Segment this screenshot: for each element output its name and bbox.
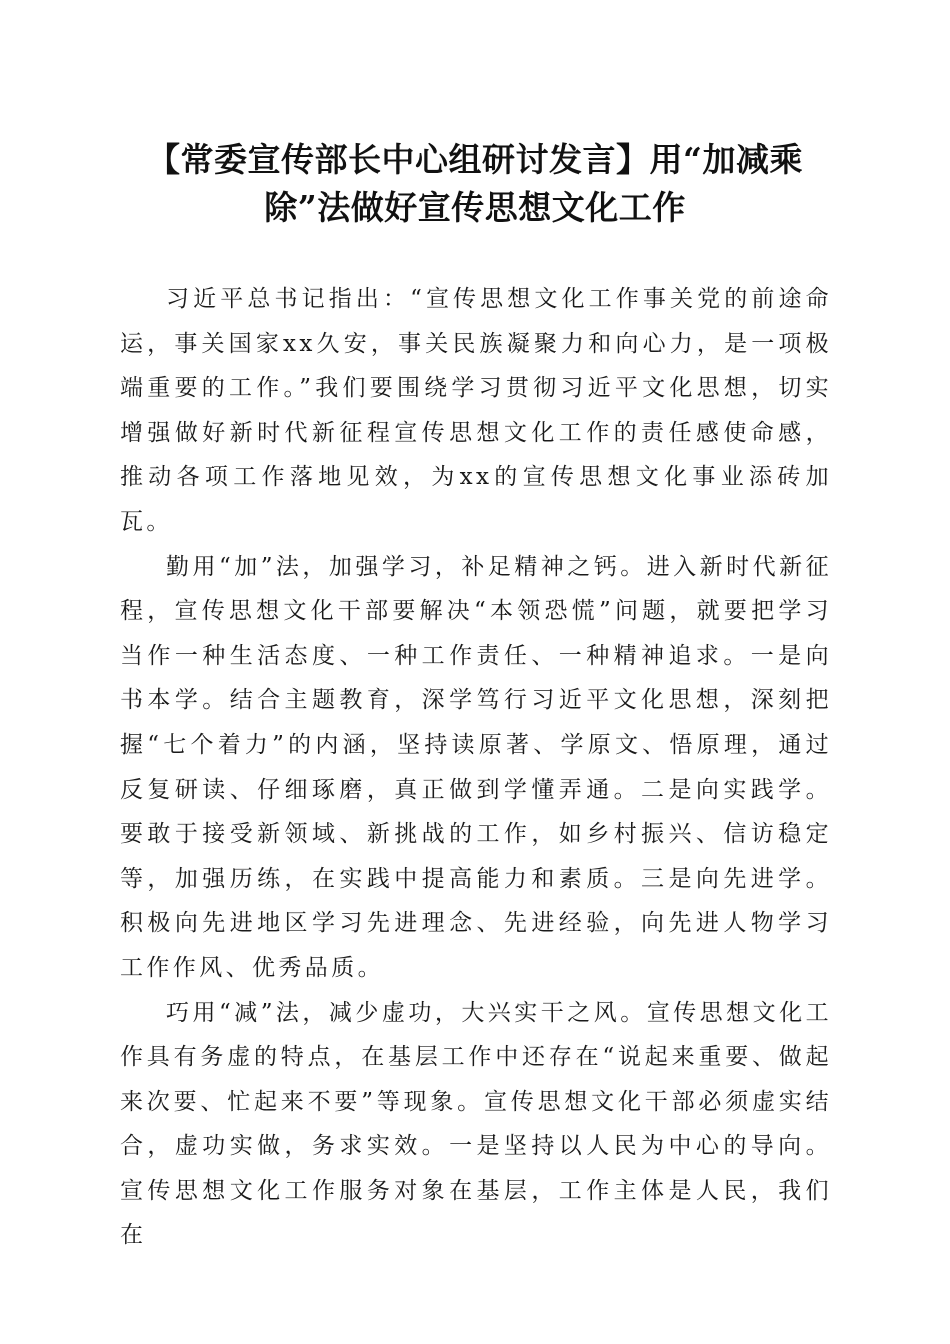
paragraph-intro: 习近平总书记指出：“宣传思想文化工作事关党的前途命运，事关国家xx久安，事关民族凝聚力和向心力，是一项极端重要的工作。”我们要围绕学习贯彻习近平文化思想，切实增强做好新时代新征程宣传思想文化工作的责任感使命感，推动各项工作落地见效，为xx的宣传思想文化事业添砖加瓦。 [120,286,832,535]
paragraph-addition: 勤用“加”法，加强学习，补足精神之钙。进入新时代新征程，宣传思想文化干部要解决“本领恐慌”问题，就要把学习当作一种生活态度、一种工作责任、一种精神追求。一是向书本学。结合主题教育，深学笃行习近平文化思想，深刻把握“七个着力”的内涵，坚持读原著、学原文、悟原理，通过反复研读、仔细琢磨，真正做到学懂弄通。二是向实践学。要敢于接受新领域、新挑战的工作，如乡村振兴、信访稳定等，加强历练，在实践中提高能力和素质。三是向先进学。积极向先进地区学习先进理念、先进经验，向先进人物学习工作作风、优秀品质。 [120,553,832,981]
document-body [120,277,832,1258]
paragraph-subtraction: 巧用“减”法，减少虚功，大兴实干之风。宣传思想文化工作具有务虚的特点，在基层工作中还存在“说起来重要、做起来次要、忙起来不要”等现象。宣传思想文化干部必须虚实结合，虚功实做，务求实效。一是坚持以人民为中心的导向。宣传思想文化工作服务对象在基层，工作主体是人民，我们在 [120,999,832,1249]
document-title: 【常委宣传部长中心组研讨发言】用“加减乘除”法做好宣传思想文化工作 [147,140,803,227]
